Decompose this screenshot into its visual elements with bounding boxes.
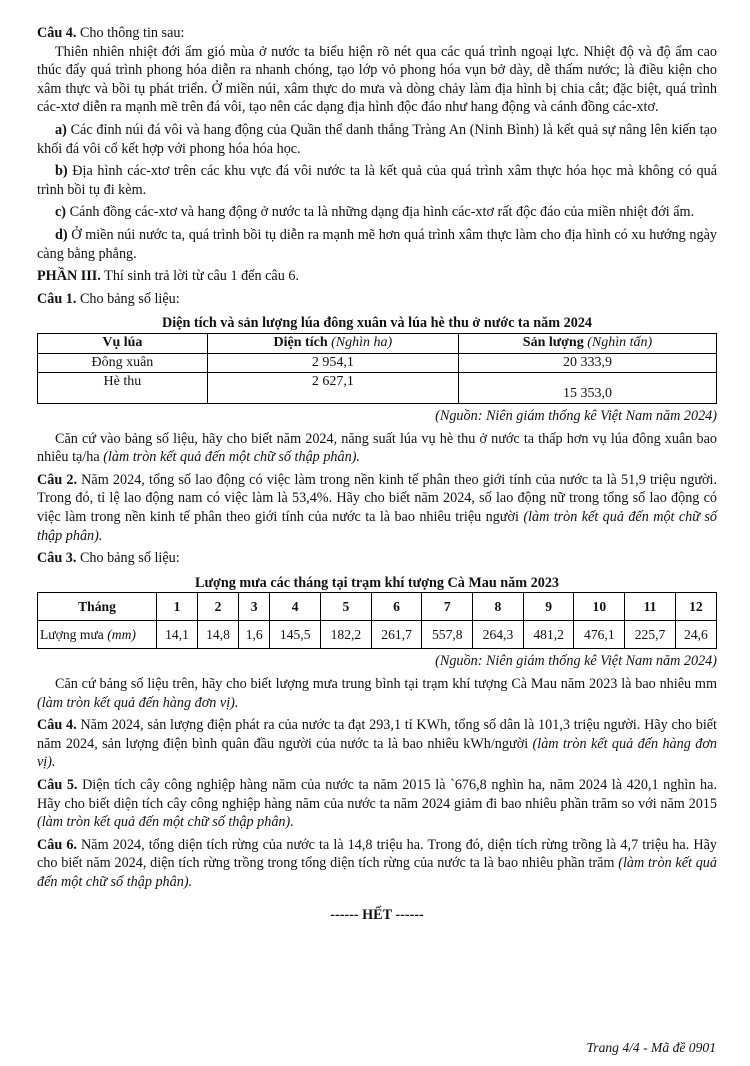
q4-label: Câu 4. (37, 25, 77, 41)
q1-table-title: Diện tích và sản lượng lúa đông xuân và lúa hè thu ở nước ta năm 2024 (161, 315, 593, 332)
q3-intro: Câu 3. Cho bảng số liệu: (37, 550, 180, 567)
cell-area: 2 954,1 (207, 353, 458, 373)
month-cell: 3 (239, 593, 270, 621)
month-cell: 12 (675, 593, 716, 621)
rice-table (37, 333, 717, 404)
col-header-crop: Vụ lúa (38, 333, 208, 353)
exam-page (37, 24, 717, 924)
rainfall-table (37, 592, 717, 649)
month-cell: 10 (574, 593, 625, 621)
q1-question: Căn cứ vào bảng số liệu, hãy cho biết năm 2024, năng suất lúa vụ hè thu ở nước ta thấp hơn vụ lúa đông xuân bao nhiêu tạ/ha (làm tròn kết quả đến một chữ số thập phân). (37, 430, 717, 466)
rainfall-cell: 557,8 (422, 621, 473, 649)
col-header-month: Tháng (38, 593, 157, 621)
rainfall-cell: 481,2 (523, 621, 574, 649)
rainfall-cell: 225,7 (625, 621, 676, 649)
cell-output: 20 333,9 (458, 353, 716, 373)
table-header-row (38, 593, 717, 621)
q3-table-title: Lượng mưa các tháng tại trạm khí tượng Cà Mau năm 2023 (194, 574, 560, 591)
q4-statement-d: d) Ở miền núi nước ta, quá trình bồi tụ diễn ra mạnh mẽ hơn quá trình xâm thực làm cho địa hình có xu hướng ngày càng bằng phẳng. (37, 226, 717, 262)
cell-crop: Hè thu (38, 373, 208, 404)
table-row (38, 621, 717, 649)
cell-crop: Đông xuân (38, 353, 208, 373)
month-cell: 5 (321, 593, 372, 621)
month-cell: 8 (473, 593, 524, 621)
q4-statement-c: c) Cánh đồng các-xtơ và hang động ở nước ta là những dạng địa hình các-xtơ rất độc đáo của miền nhiệt đới ẩm. (55, 204, 695, 221)
month-cell: 7 (422, 593, 473, 621)
month-cell: 6 (371, 593, 422, 621)
rainfall-cell: 14,8 (198, 621, 239, 649)
rainfall-cell: 145,5 (270, 621, 321, 649)
col-header-output: Sản lượng (Nghìn tấn) (458, 333, 716, 353)
cell-area: 2 627,1 (207, 373, 458, 404)
month-cell: 11 (625, 593, 676, 621)
end-marker: ------ HẾT ------ (330, 906, 424, 923)
cell-output: 15 353,0 (458, 373, 716, 404)
rainfall-cell: 24,6 (675, 621, 716, 649)
part3-heading: PHẦN III. Thí sinh trả lời từ câu 1 đến câu 6. (37, 268, 299, 285)
q6: Câu 6. Năm 2024, tổng diện tích rừng của nước ta là 14,8 triệu ha. Trong đó, diện tích rừng trồng là 4,7 triệu ha. Hãy cho biết năm 2024, diện tích rừng trồng trong tổng diện tích rừng của nước ta là bao nhiêu phần trăm (làm tròn kết quả đến một chữ số thập phân). (37, 836, 717, 890)
month-cell: 4 (270, 593, 321, 621)
q4-statement-b: b) Địa hình các-xtơ trên các khu vực đá vôi nước ta là kết quả của quá trình xâm thực hóa học mà không có quá trình bồi tụ đi kèm. (37, 163, 717, 198)
page-footer: Trang 4/4 - Mã đề 0901 (586, 1040, 716, 1055)
rainfall-cell: 14,1 (157, 621, 198, 649)
q5: Câu 5. Diện tích cây công nghiệp hàng năm của nước ta năm 2015 là `676,8 nghìn ha, năm 2024 là 420,1 nghìn ha. Hãy cho biết diện tích cây công nghiệp hàng năm của nước ta năm 2024 giảm đi bao nhiêu phần trăm so với năm 2015 (làm tròn kết quả đến một chữ số thập phân). (37, 777, 717, 831)
month-cell: 9 (523, 593, 574, 621)
q1-source: (Nguồn: Niên giám thống kê Việt Nam năm 2024) (435, 408, 717, 425)
table-row (38, 373, 717, 404)
rainfall-cell: 264,3 (473, 621, 524, 649)
rainfall-cell: 476,1 (574, 621, 625, 649)
row-label-rainfall: Lượng mưa (mm) (38, 621, 157, 649)
q3-source: (Nguồn: Niên giám thống kê Việt Nam năm 2024) (435, 653, 717, 670)
q4-intro: Câu 4. Cho thông tin sau: (37, 25, 185, 41)
table-row (38, 353, 717, 373)
rainfall-cell: 182,2 (321, 621, 372, 649)
month-cell: 2 (198, 593, 239, 621)
q4-statement-a: a) Các đỉnh núi đá vôi và hang động của Quần thể danh thắng Tràng An (Ninh Bình) là kết quả sự nâng lên kiến tạo khối đá vôi cổ kết hợp với phong hóa hóa học. (37, 121, 717, 157)
col-header-area: Diện tích (Nghìn ha) (207, 333, 458, 353)
rainfall-cell: 261,7 (371, 621, 422, 649)
month-cell: 1 (157, 593, 198, 621)
table-header-row (38, 333, 717, 353)
q1-intro: Câu 1. Cho bảng số liệu: (37, 290, 180, 307)
q4-paragraph: Thiên nhiên nhiệt đới ẩm gió mùa ở nước ta biểu hiện rõ nét qua các quá trình ngoại lực. Nhiệt độ và độ ẩm cao thúc đẩy quá trình phong hóa diễn ra nhanh chóng, tạo lớp vỏ phong hóa vụn bở dày, dễ thấm nước; là điều kiện cho xâm thực và bồi tụ phát triển. Ở miền núi, xâm thực do mưa và dòng chảy làm địa hình bị chia cắt; đặc biệt, quá trình các-xtơ diễn ra mạnh mẽ trên đá vôi, tạo nên các dạng địa hình độc đáo như hang động và cánh đồng các-xtơ. (37, 43, 717, 116)
q2: Câu 2. Năm 2024, tổng số lao động có việc làm trong nền kinh tế phân theo giới tính của nước ta là 51,9 triệu người. Trong đó, tỉ lệ lao động nam có việc làm là 53,4%. Hãy cho biết năm 2024, số lao động nữ trong tổng số lao động có việc làm trong nền kinh tế phân theo giới tính của nước ta là bao nhiêu triệu người (làm tròn kết quả đến một chữ số thập phân). (37, 471, 717, 544)
q4b: Câu 4. Năm 2024, sản lượng điện phát ra của nước ta đạt 293,1 tỉ KWh, tổng số dân là 101,3 triệu người. Hãy cho biết năm 2024, sản lượng điện bình quân đầu người của nước ta là bao nhiêu kWh/người (làm tròn kết quả đến hàng đơn vị). (37, 717, 717, 771)
rainfall-cell: 1,6 (239, 621, 270, 649)
q3-question: Căn cứ bảng số liệu trên, hãy cho biết lượng mưa trung bình tại trạm khí tượng Cà Mau năm 2023 là bao nhiêu mm (làm tròn kết quả đến hàng đơn vị). (37, 676, 717, 711)
